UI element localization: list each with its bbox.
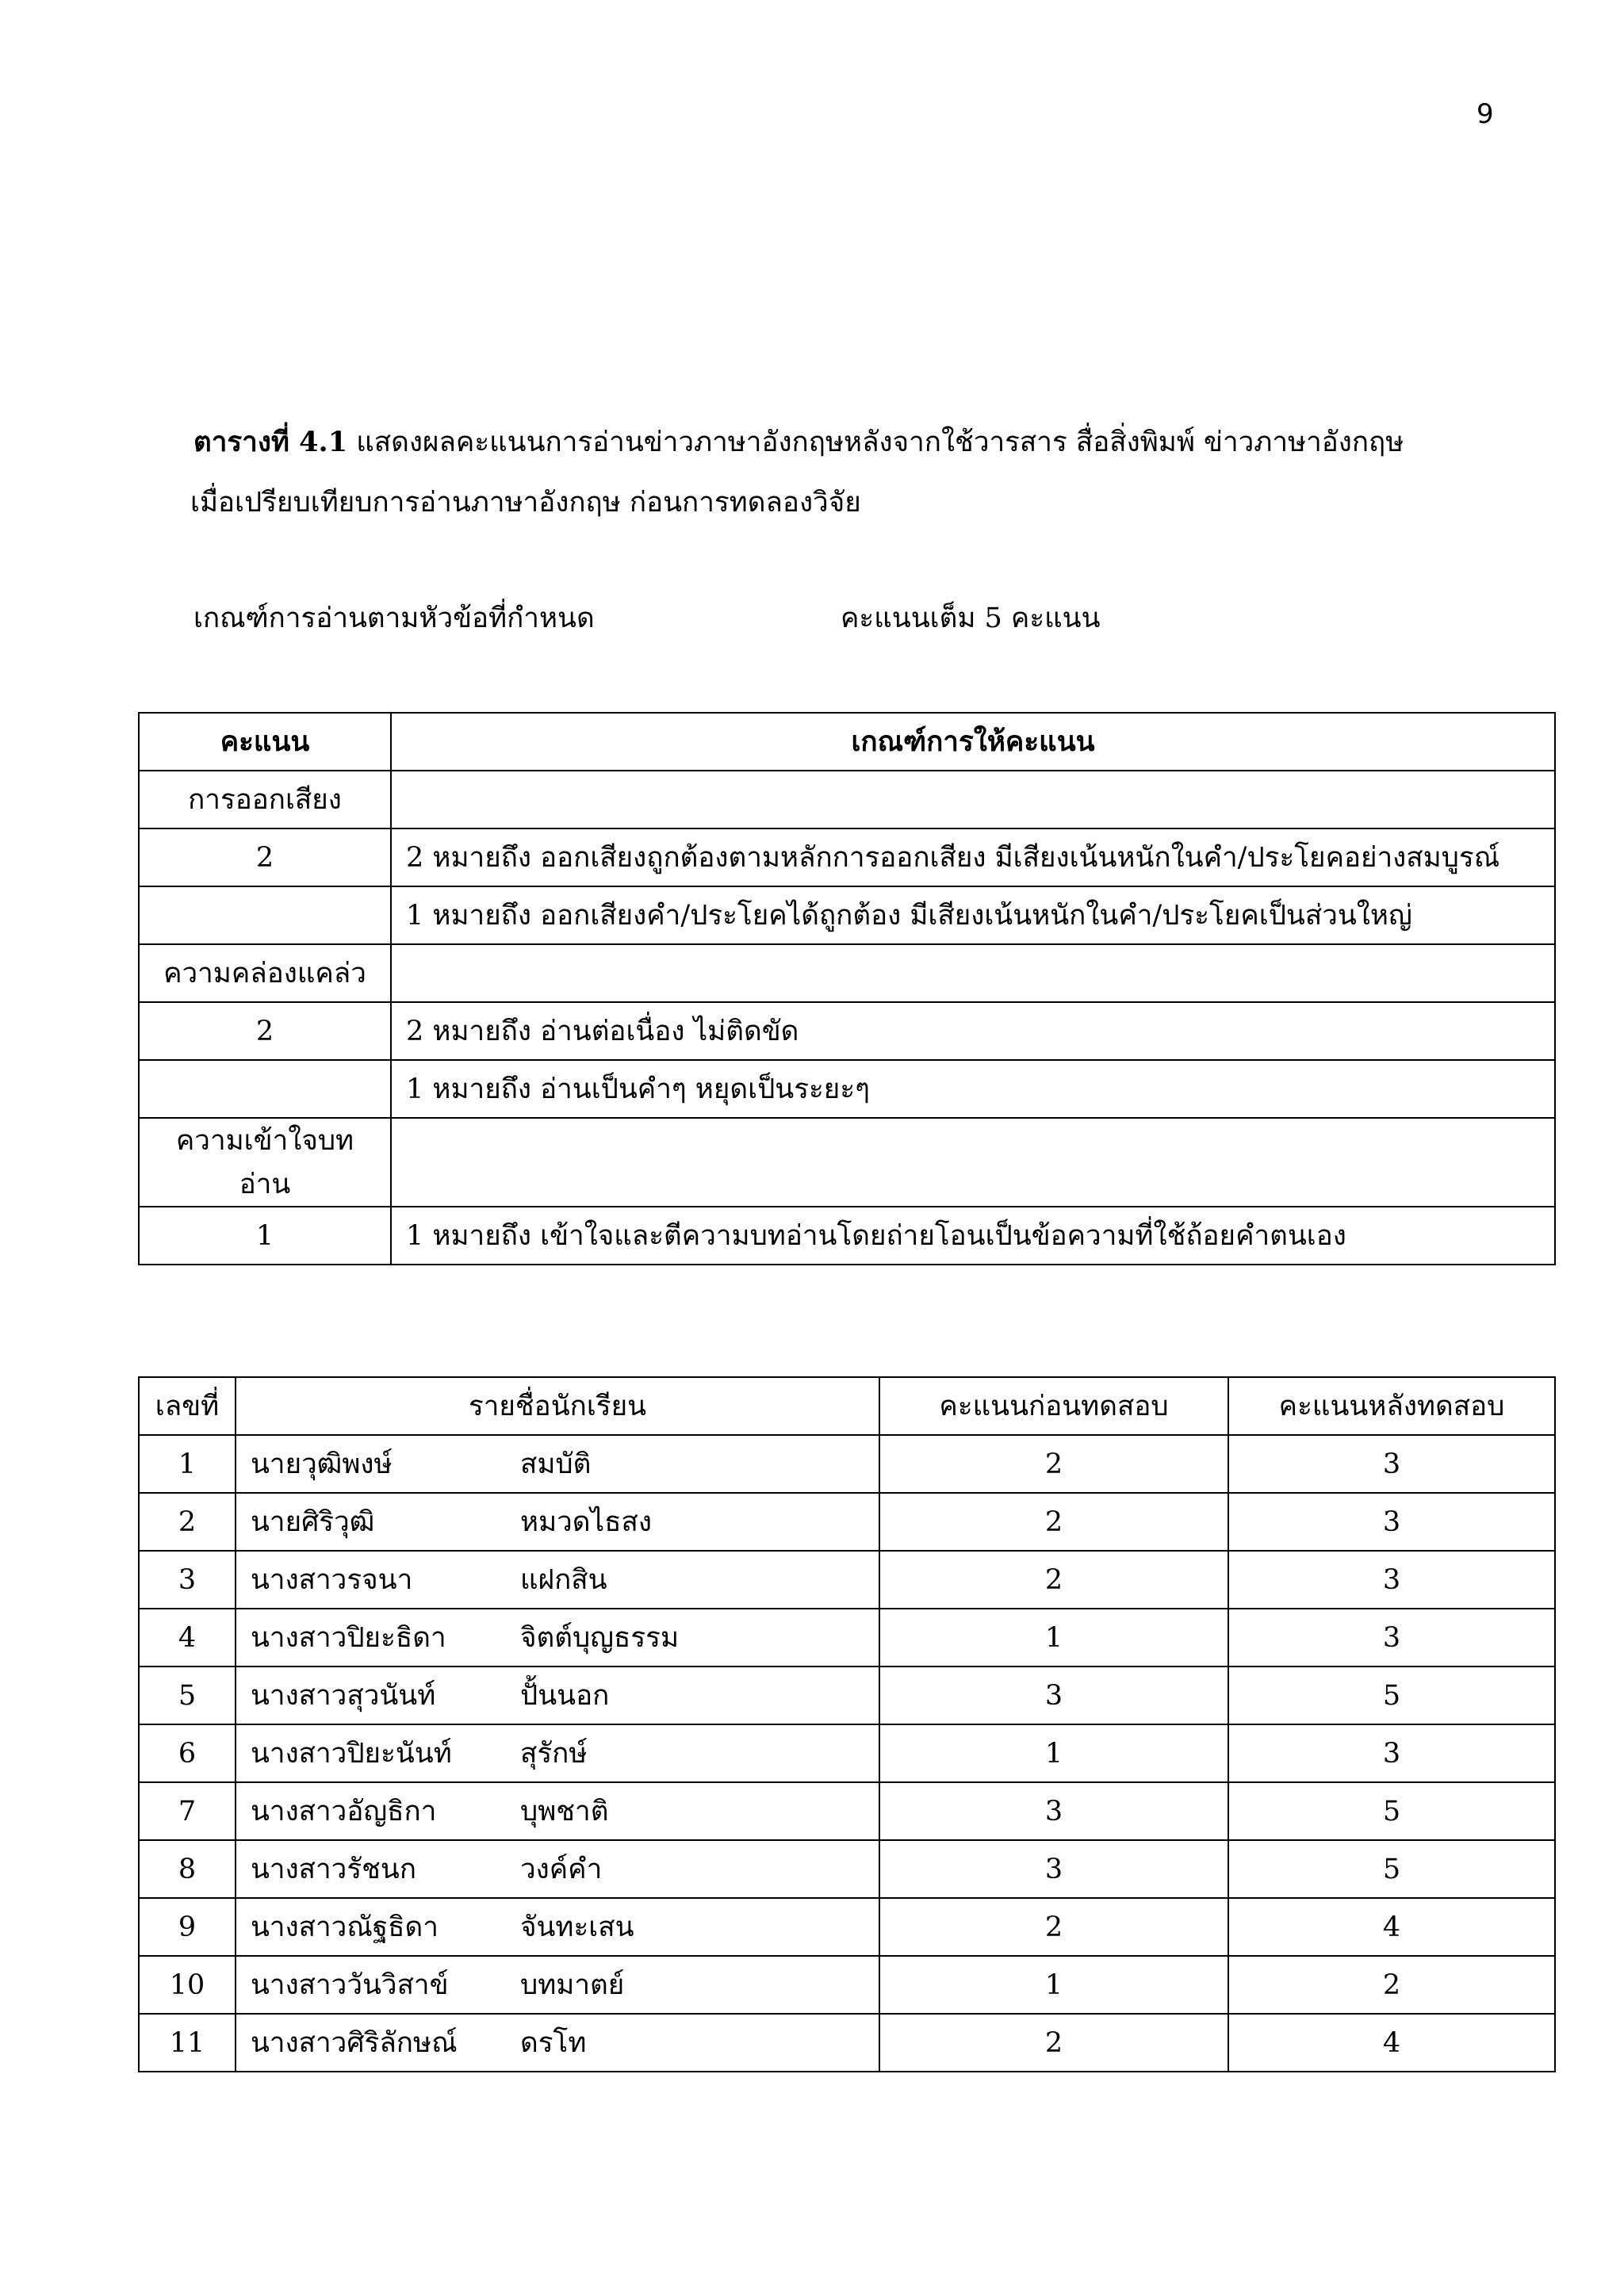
student-name [236, 1493, 879, 1551]
student-name [236, 1956, 879, 2014]
rubric-criterion-cell [391, 944, 1555, 1002]
rubric-header-score: คะแนน [139, 713, 391, 771]
pretest-score: 2 [879, 1493, 1228, 1551]
student-row [139, 1782, 1555, 1840]
criteria-heading: เกณฑ์การอ่านตามหัวข้อที่กำหนด [193, 603, 595, 634]
student-number: 10 [139, 1956, 236, 2014]
student-number: 5 [139, 1667, 236, 1724]
student-row [139, 1898, 1555, 1956]
posttest-score: 3 [1228, 1493, 1555, 1551]
table-caption [190, 412, 1431, 533]
rubric-criterion-cell: 2 หมายถึง อ่านต่อเนื่อง ไม่ติดขัด [391, 1002, 1555, 1060]
full-score-note: คะแนนเต็ม 5 คะแนน [841, 603, 1101, 634]
rubric-row [139, 1060, 1555, 1118]
student-row [139, 2014, 1555, 2072]
pretest-score: 2 [879, 1551, 1228, 1609]
rubric-body [139, 771, 1555, 1265]
student-number: 11 [139, 2014, 236, 2072]
rubric-criterion-cell: 1 หมายถึง อ่านเป็นคำๆ หยุดเป็นระยะๆ [391, 1060, 1555, 1118]
rubric-score-cell: ความคล่องแคล่ว [139, 944, 391, 1002]
student-last-name: วงค์คำ [520, 1854, 603, 1885]
pretest-score: 3 [879, 1667, 1228, 1724]
posttest-score: 5 [1228, 1840, 1555, 1898]
rubric-row [139, 886, 1555, 944]
page-number: 9 [1477, 98, 1494, 130]
pretest-score: 3 [879, 1782, 1228, 1840]
rubric-row [139, 944, 1555, 1002]
student-number: 9 [139, 1898, 236, 1956]
student-last-name: บทมาตย์ [520, 1969, 625, 2001]
posttest-score: 3 [1228, 1435, 1555, 1493]
student-first-name: นางสาวรจนา [251, 1564, 413, 1596]
pretest-score: 3 [879, 1840, 1228, 1898]
student-number: 3 [139, 1551, 236, 1609]
rubric-criterion-cell [391, 771, 1555, 828]
student-first-name: นางสาวณัฐธิดา [251, 1911, 439, 1943]
posttest-score: 3 [1228, 1609, 1555, 1667]
header-pretest-score: คะแนนก่อนทดสอบ [879, 1377, 1228, 1435]
student-last-name: หมวดไธสง [520, 1506, 652, 1538]
student-name [236, 1435, 879, 1493]
student-header-row [139, 1377, 1555, 1435]
posttest-score: 4 [1228, 1898, 1555, 1956]
rubric-row [139, 771, 1555, 828]
student-row [139, 1667, 1555, 1724]
student-number: 7 [139, 1782, 236, 1840]
rubric-header-criterion: เกณฑ์การให้คะแนน [391, 713, 1555, 771]
student-row [139, 1435, 1555, 1493]
rubric-criterion-cell: 1 หมายถึง ออกเสียงคำ/ประโยคได้ถูกต้อง มีเสียงเน้นหนักในคำ/ประโยคเป็นส่วนใหญ่ [391, 886, 1555, 944]
student-number: 4 [139, 1609, 236, 1667]
posttest-score: 3 [1228, 1551, 1555, 1609]
rubric-criterion-cell: 1 หมายถึง เข้าใจและตีความบทอ่านโดยถ่ายโอนเป็นข้อความที่ใช้ถ้อยคำตนเอง [391, 1207, 1555, 1265]
student-row [139, 1956, 1555, 2014]
student-last-name: จันทะเสน [520, 1911, 634, 1943]
student-row [139, 1551, 1555, 1609]
student-first-name: นางสาววันวิสาข์ [251, 1969, 449, 2001]
student-score-table [138, 1376, 1556, 2072]
student-name [236, 1667, 879, 1724]
posttest-score: 2 [1228, 1956, 1555, 2014]
rubric-criterion-cell: 2 หมายถึง ออกเสียงถูกต้องตามหลักการออกเสียง มีเสียงเน้นหนักในคำ/ประโยคอย่างสมบูรณ์ [391, 828, 1555, 886]
rubric-row [139, 828, 1555, 886]
pretest-score: 1 [879, 1724, 1228, 1782]
caption-label: ตารางที่ 4.1 [193, 426, 348, 458]
pretest-score: 2 [879, 1435, 1228, 1493]
header-posttest-score: คะแนนหลังทดสอบ [1228, 1377, 1555, 1435]
student-first-name: นางสาวรัชนก [251, 1854, 417, 1885]
student-last-name: จิตต์บุญธรรม [520, 1622, 680, 1654]
posttest-score: 3 [1228, 1724, 1555, 1782]
pretest-score: 1 [879, 1609, 1228, 1667]
student-name [236, 1898, 879, 1956]
student-name [236, 1609, 879, 1667]
posttest-score: 5 [1228, 1667, 1555, 1724]
student-last-name: สมบัติ [520, 1448, 592, 1480]
student-row [139, 1493, 1555, 1551]
student-name [236, 1551, 879, 1609]
student-row [139, 1724, 1555, 1782]
header-student-name: รายชื่อนักเรียน [236, 1377, 879, 1435]
student-row [139, 1609, 1555, 1667]
student-name [236, 2014, 879, 2072]
student-last-name: แฝกสิน [520, 1564, 607, 1596]
student-name [236, 1724, 879, 1782]
student-last-name: ดรโท [520, 2027, 587, 2059]
rubric-criterion-cell [391, 1118, 1555, 1207]
student-first-name: นางสาวสุวนันท์ [251, 1680, 436, 1712]
rubric-score-cell: 1 [139, 1207, 391, 1265]
header-number: เลขที่ [139, 1377, 236, 1435]
student-number: 6 [139, 1724, 236, 1782]
student-first-name: นางสาวอัญธิกา [251, 1796, 437, 1827]
rubric-table [138, 712, 1556, 1265]
posttest-score: 5 [1228, 1782, 1555, 1840]
student-number: 1 [139, 1435, 236, 1493]
pretest-score: 2 [879, 2014, 1228, 2072]
rubric-score-cell: 2 [139, 828, 391, 886]
student-first-name: นายศิริวุฒิ [251, 1506, 375, 1538]
rubric-score-cell [139, 886, 391, 944]
student-body [139, 1435, 1555, 2072]
caption-line2: เมื่อเปรียบเทียบการอ่านภาษาอังกฤษ ก่อนการทดลองวิจัย [190, 487, 861, 519]
student-first-name: นายวุฒิพงษ์ [251, 1448, 393, 1480]
rubric-score-cell: ความเข้าใจบทอ่าน [139, 1118, 391, 1207]
student-row [139, 1840, 1555, 1898]
student-first-name: นางสาวปิยะธิดา [251, 1622, 446, 1654]
rubric-score-cell: 2 [139, 1002, 391, 1060]
posttest-score: 4 [1228, 2014, 1555, 2072]
pretest-score: 1 [879, 1956, 1228, 2014]
student-last-name: สุรักษ์ [520, 1738, 588, 1770]
student-last-name: บุพชาติ [520, 1796, 609, 1827]
student-name [236, 1840, 879, 1898]
student-number: 2 [139, 1493, 236, 1551]
caption-line1: แสดงผลคะแนนการอ่านข่าวภาษาอังกฤษหลังจากใช้วารสาร สื่อสิ่งพิมพ์ ข่าวภาษาอังกฤษ [347, 427, 1404, 458]
rubric-row [139, 1002, 1555, 1060]
student-first-name: นางสาวปิยะนันท์ [251, 1738, 452, 1770]
rubric-row [139, 1118, 1555, 1207]
rubric-header-row [139, 713, 1555, 771]
rubric-score-cell: การออกเสียง [139, 771, 391, 828]
student-number: 8 [139, 1840, 236, 1898]
student-name [236, 1782, 879, 1840]
student-last-name: ปั้นนอก [520, 1680, 610, 1712]
pretest-score: 2 [879, 1898, 1228, 1956]
rubric-row [139, 1207, 1555, 1265]
rubric-score-cell [139, 1060, 391, 1118]
student-first-name: นางสาวศิริลักษณ์ [251, 2027, 458, 2059]
